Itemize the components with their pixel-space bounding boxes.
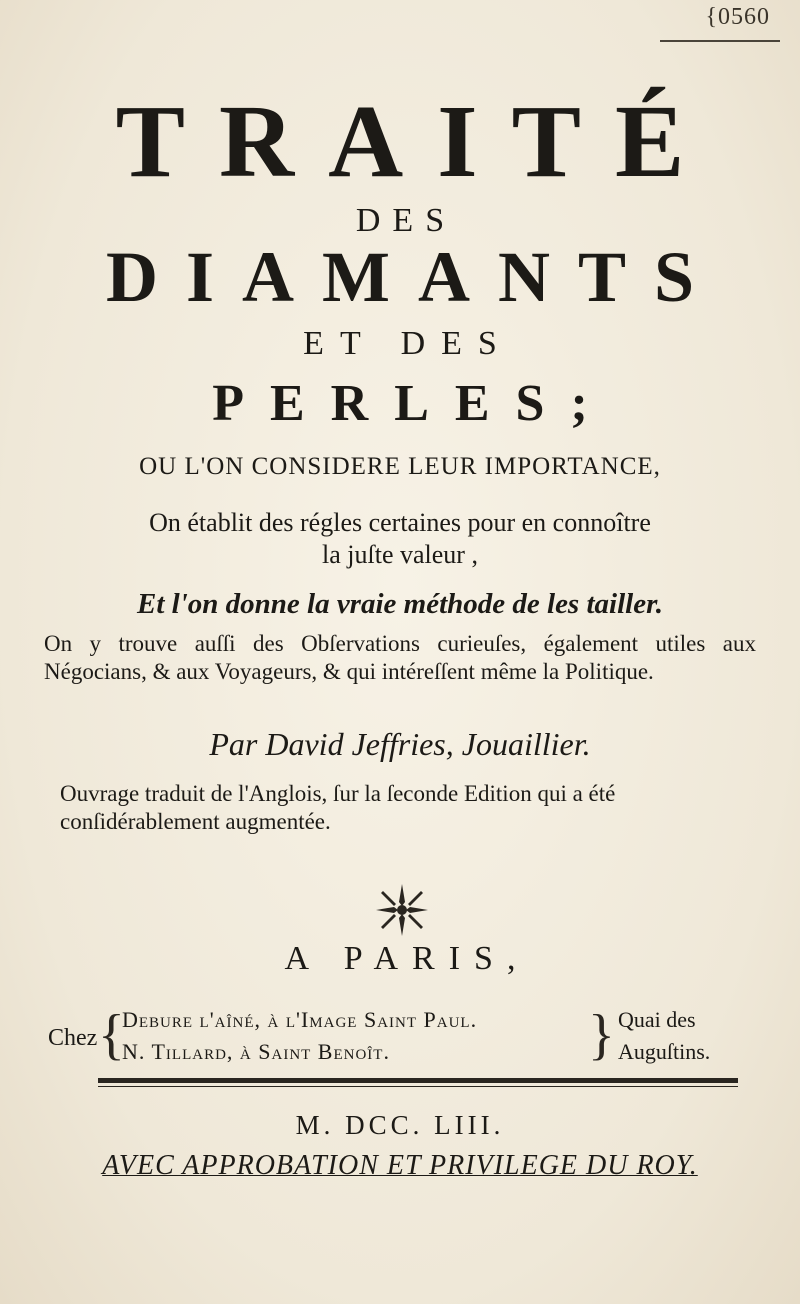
subtitle-valeur: la juſte valeur , xyxy=(322,540,478,569)
subtitle-regles: On établit des régles certaines pour en connoître xyxy=(149,508,651,537)
edition-note: Ouvrage traduit de l'Anglois, ſur la ſeconde Edition qui a été conſidérablement augmentée. xyxy=(60,781,616,834)
thick-rule xyxy=(98,1078,738,1083)
title-et-des: ET DES xyxy=(303,325,513,362)
title-diamants: DIAMANTS xyxy=(105,237,723,317)
privilege-line: AVEC APPROBATION ET PRIVILEGE DU ROY. xyxy=(102,1150,698,1181)
subtitle-methode: Et l'on donne la vraie méthode de les tailler. xyxy=(136,588,664,620)
printers-ornament-icon xyxy=(372,880,432,940)
shelfmark-underline xyxy=(660,40,780,42)
right-brace-icon: } xyxy=(588,1004,615,1066)
shelfmark-annotation: {0560 xyxy=(705,4,770,30)
place-of-publication: A PARIS, xyxy=(284,940,530,977)
imprint-block xyxy=(40,1005,780,1075)
thin-rule xyxy=(98,1086,738,1087)
imprint-chez: Chez xyxy=(48,1025,98,1051)
publisher-debure: Debure l'aîné, à l'Image Saint Paul. xyxy=(122,1007,478,1032)
imprint-location-2: Auguſtins. xyxy=(618,1039,711,1064)
title-des: DES xyxy=(355,202,457,239)
publication-date: M. DCC. LIII. xyxy=(295,1110,505,1140)
subtitle-importance: OU L'ON CONSIDERE LEUR IMPORTANCE, xyxy=(139,453,661,480)
description-paragraph: On y trouve auſſi des Obſervations curieuſes, également utiles aux Négocians, & aux Voyageurs, & qui intéreſſent même la Politique. xyxy=(44,631,756,684)
title-perles: PERLES; xyxy=(212,375,614,432)
title-traite: TRAITÉ xyxy=(115,84,719,199)
publisher-tillard: N. Tillard, à Saint Benoît. xyxy=(122,1039,390,1064)
author-line: Par David Jeffries, Jouaillier. xyxy=(209,726,591,762)
left-brace-icon: { xyxy=(98,1004,125,1066)
imprint-location-1: Quai des xyxy=(618,1007,696,1032)
